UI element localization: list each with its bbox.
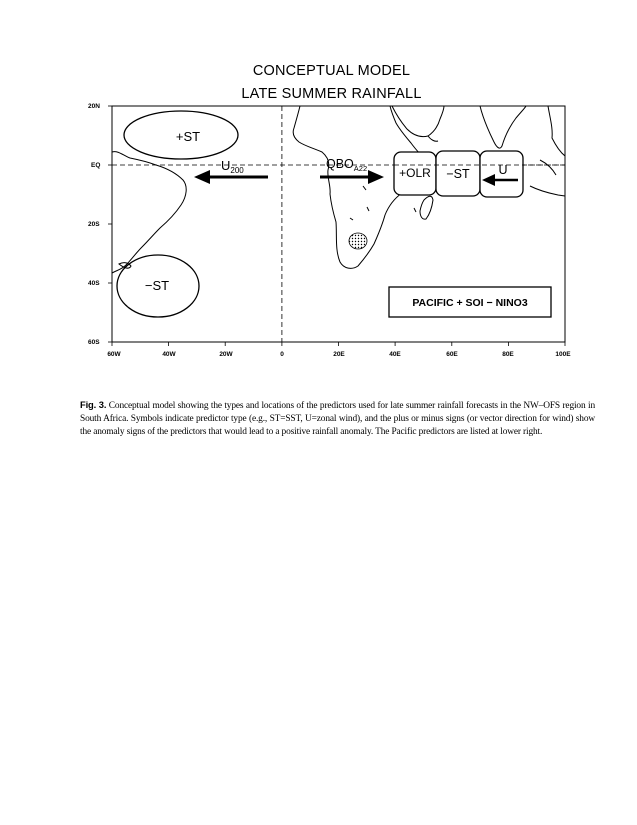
qbo-arrow xyxy=(320,170,384,184)
lon-label-100e: 100E xyxy=(555,351,571,358)
lat-label-eq: EQ xyxy=(91,162,101,169)
lat-label-20s: 20S xyxy=(88,221,100,228)
caption-label: Fig. 3. xyxy=(80,399,107,410)
lat-label-20n: 20N xyxy=(88,103,100,110)
u200-label: $U_{200}$ xyxy=(221,158,244,175)
rainfall-region xyxy=(349,233,367,249)
lon-label-40e: 40E xyxy=(389,351,401,358)
conceptual-model-map xyxy=(0,0,637,400)
st-north-label: +ST xyxy=(175,129,201,144)
figure-title-line-2: LATE SUMMER RAINFALL xyxy=(241,86,422,102)
u-indian-label: U xyxy=(498,163,508,177)
qbo-label: $QBO_{A22}$ xyxy=(326,157,368,173)
lon-label-60w: 60W xyxy=(107,351,121,358)
madagascar-coast xyxy=(420,196,433,219)
pacific-box-label: PACIFIC + SOI − NINO3 xyxy=(412,297,528,309)
longitude-axis xyxy=(107,342,571,358)
lon-label-80e: 80E xyxy=(502,351,514,358)
lat-label-60s: 60S xyxy=(88,339,100,346)
lon-label-0: 0 xyxy=(280,351,284,358)
caption-text: Conceptual model showing the types and locations of the predictors used for late summer rainfall forecasts in the NW–OFS region in South Africa. Symbols indicate predictor type (e.g., ST=SST, U=zonal wind), and the plus or minus signs (or vector direction for wind) show the anomaly signs of the predictors that would lead to a positive rainfall anomaly. The Pacific predictors are listed at lower right. xyxy=(80,401,595,437)
st-south-label: −ST xyxy=(144,278,170,293)
lon-label-60e: 60E xyxy=(446,351,458,358)
latitude-axis xyxy=(88,103,112,346)
lon-label-40w: 40W xyxy=(162,351,176,358)
olr-label: +OLR xyxy=(399,166,431,180)
lon-label-20w: 20W xyxy=(219,351,233,358)
south-america-coast xyxy=(112,152,186,273)
figure-caption xyxy=(80,398,595,439)
st-indian-label: −ST xyxy=(446,167,470,181)
lat-label-40s: 40S xyxy=(88,280,100,287)
figure-title-line-1: CONCEPTUAL MODEL xyxy=(252,63,411,79)
lon-label-20e: 20E xyxy=(333,351,345,358)
